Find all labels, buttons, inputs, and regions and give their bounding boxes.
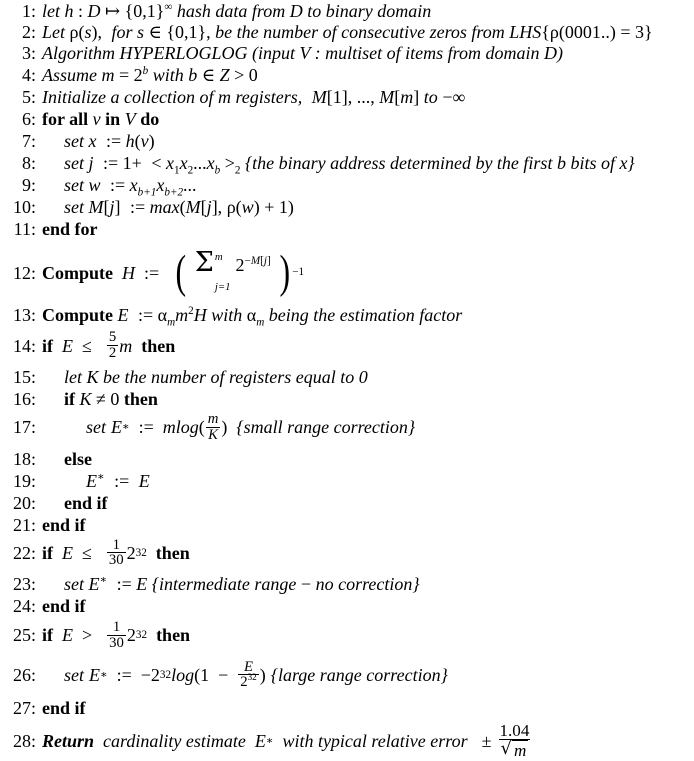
line-content: if E ≤ $\frac{5}{2}$ m then bbox=[42, 329, 176, 362]
algorithm-line bbox=[0, 390, 694, 408]
line-content: let K be the number of registers equal to 0 bbox=[64, 366, 368, 387]
line-number: 19: bbox=[12, 470, 36, 491]
line-number: 9: bbox=[21, 175, 36, 195]
line-number: 20: bbox=[12, 492, 36, 513]
line-number: 14: bbox=[12, 335, 36, 356]
algorithm-line bbox=[0, 110, 694, 128]
line-content: if E ≤ $\frac{1}{30}$ 2 32 then bbox=[42, 536, 190, 569]
line-number: 25: bbox=[12, 625, 36, 646]
fraction-1-over-30: $\frac{1}{30}$ bbox=[108, 536, 124, 569]
line-number: 28: bbox=[12, 731, 36, 752]
line-content: for all v in V do bbox=[42, 109, 160, 129]
algorithm-line bbox=[0, 305, 694, 330]
line-number: 8: bbox=[21, 153, 36, 173]
line-number: 15: bbox=[12, 366, 36, 387]
line-content: Return cardinality estimate E ∗ with typical relative error ± 1.04 √ m bbox=[42, 721, 530, 761]
line-content: else bbox=[64, 448, 92, 469]
line-content: Compute H := ( Σ m j=1 $2^{-M[j]}$ ) −1 bbox=[42, 245, 305, 298]
line-content: set x := h(v) bbox=[64, 131, 155, 151]
line-number: 3: bbox=[21, 43, 36, 63]
line-number: 12: bbox=[12, 262, 36, 283]
line-number: 18: bbox=[12, 448, 36, 469]
algorithm-line bbox=[0, 538, 694, 569]
line-number: 2: bbox=[21, 22, 36, 42]
line-content: end if bbox=[64, 492, 108, 513]
algorithm-pseudocode-block bbox=[0, 1, 694, 761]
algorithm-line bbox=[0, 88, 694, 106]
algorithm-line bbox=[0, 450, 694, 468]
line-number: 5: bbox=[21, 87, 36, 107]
algorithm-line bbox=[0, 132, 694, 150]
algorithm-line bbox=[0, 494, 694, 512]
algorithm-line bbox=[0, 516, 694, 534]
line-content: set j := $1+ < x_1x_2...x_b >_2$ {the binary address determined by the first b bits of x} bbox=[64, 153, 635, 177]
algorithm-line bbox=[0, 722, 694, 761]
fraction-1-over-30: $\frac{1}{30}$ bbox=[109, 619, 124, 651]
line-content: end if bbox=[42, 698, 86, 719]
line-content: let h : D ↦ {0,1}∞ hash data from D to binary domain bbox=[42, 1, 432, 21]
algorithm-line bbox=[0, 575, 694, 593]
algorithm-line bbox=[0, 660, 694, 691]
line-number: 17: bbox=[12, 417, 36, 438]
square-root-symbol: √ m bbox=[500, 738, 527, 761]
fraction-E-over-2pow32: $\frac{E}{2^{32}}$ bbox=[240, 658, 257, 691]
algorithm-line bbox=[0, 23, 694, 41]
line-number: 24: bbox=[12, 596, 36, 617]
algorithm-line bbox=[0, 44, 694, 62]
line-content: E∗ := E bbox=[86, 470, 150, 491]
fraction-5-over-2: $\frac{5}{2}$ bbox=[108, 329, 117, 362]
line-content: if K ≠ 0 then bbox=[64, 388, 158, 409]
line-number: 10: bbox=[12, 197, 36, 217]
algorithm-line bbox=[0, 2, 694, 20]
line-number: 11: bbox=[13, 219, 36, 239]
algorithm-line bbox=[0, 412, 694, 443]
line-number: 6: bbox=[21, 109, 36, 129]
line-number: 7: bbox=[21, 131, 36, 151]
line-content: Let ρ(s), for s ∈ {0,1}, be the number of consecutive zeros from LHS{ρ(0001..) = 3} bbox=[42, 22, 653, 42]
line-content: Initialize a collection of m registers, M[1], ..., M[m] to −∞ bbox=[42, 87, 466, 107]
algorithm-line bbox=[0, 245, 694, 298]
algorithm-line bbox=[0, 175, 694, 199]
algorithm-line bbox=[0, 472, 694, 490]
algorithm-line bbox=[0, 66, 694, 84]
line-content: if E > $\frac{1}{30}$ 2 32 then bbox=[42, 619, 191, 651]
fraction-104-over-sqrt-m: 1.04 √ m bbox=[499, 721, 530, 761]
line-number: 16: bbox=[12, 388, 36, 409]
line-content: end if bbox=[42, 514, 86, 535]
algorithm-line bbox=[0, 368, 694, 386]
line-content: set w := $x_{b+1}x_{b+2}$... bbox=[64, 175, 197, 199]
line-content: Compute E := $\alpha_mm^2H$ with $\alpha_m$ being the estimation factor bbox=[42, 305, 463, 330]
line-content: end for bbox=[42, 219, 98, 239]
line-content: Assume m = 2$^b$ with b ∈ Z > 0 bbox=[42, 65, 258, 85]
line-number: 27: bbox=[12, 698, 36, 719]
line-number: 13: bbox=[12, 305, 36, 326]
algorithm-line bbox=[0, 699, 694, 717]
line-number: 1: bbox=[21, 1, 36, 21]
line-number: 23: bbox=[12, 574, 36, 595]
line-number: 26: bbox=[12, 664, 36, 685]
line-content: set E∗ := E {intermediate range − no correction} bbox=[64, 574, 420, 595]
algorithm-line bbox=[0, 198, 694, 216]
line-content: set E ∗ := −2 32 log (1 − $\frac{E}{2^{32}}$ ) {large range correction} bbox=[64, 658, 448, 691]
algorithm-line bbox=[0, 620, 694, 651]
sum-expression: ( Σ m j=1 $2^{-M[j]}$ ) bbox=[175, 245, 290, 298]
fraction-m-over-K: $\frac{m}{K}$ bbox=[207, 410, 219, 443]
line-content: Algorithm HYPERLOGLOG (input V : multiset of items from domain D) bbox=[42, 43, 563, 63]
line-content: end if bbox=[42, 596, 86, 617]
line-content: set E ∗ := mlog ( $\frac{m}{K}$ ) {small range correction} bbox=[86, 410, 416, 443]
summation-symbol: Σ m j=1 bbox=[194, 247, 231, 294]
algorithm-line bbox=[0, 220, 694, 238]
line-number: 4: bbox=[21, 65, 36, 85]
line-number: 21: bbox=[12, 514, 36, 535]
line-content: set M[j] := max(M[j], ρ(w) + 1) bbox=[64, 197, 294, 217]
algorithm-line bbox=[0, 153, 694, 177]
algorithm-line bbox=[0, 330, 694, 361]
algorithm-line bbox=[0, 597, 694, 615]
line-number: 22: bbox=[12, 542, 36, 563]
